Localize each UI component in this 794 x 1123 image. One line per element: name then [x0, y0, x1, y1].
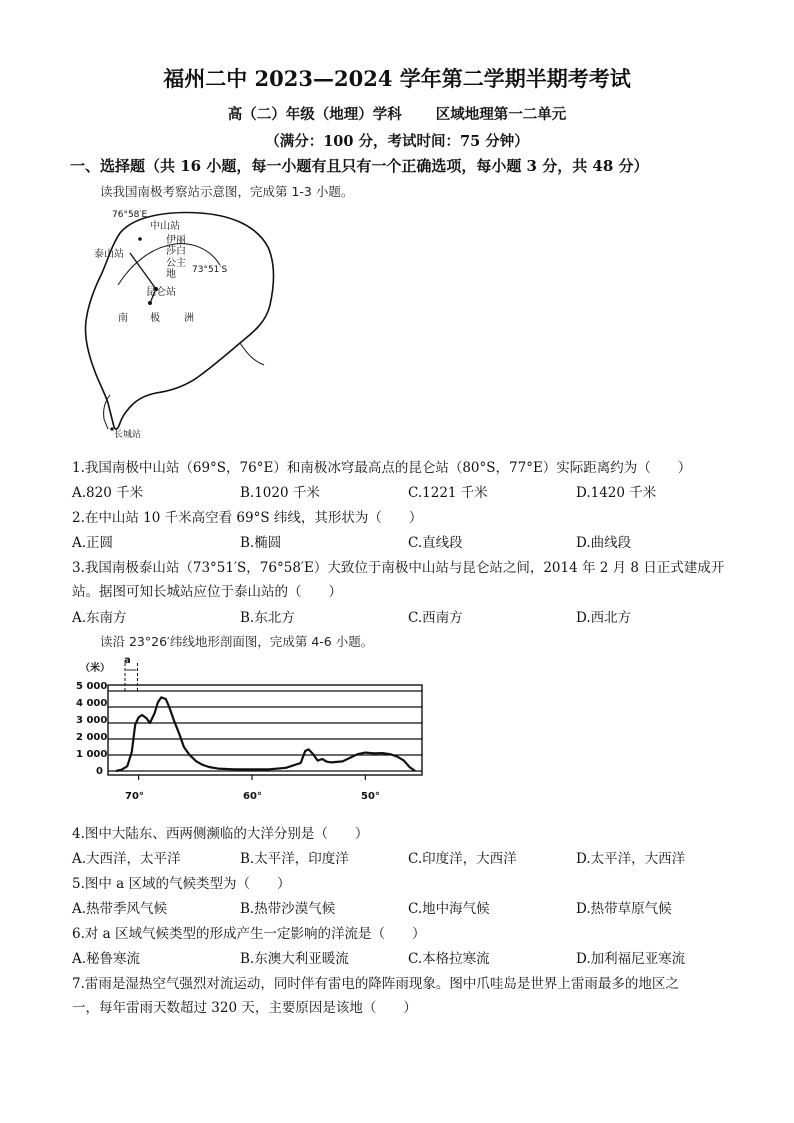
kunlun-label: 昆仑站 — [146, 287, 176, 298]
zhongshan-label: 中山站 — [150, 221, 180, 232]
profile-plot — [72, 655, 432, 810]
q4-option-c: C.印度洋，大西洋 — [408, 851, 517, 867]
q2-option-c: C.直线段 — [408, 535, 463, 551]
q6-option-d: D.加利福尼亚寒流 — [576, 951, 686, 967]
question-6-stem: 6.对 a 区域气候类型的形成产生一定影响的洋流是（ ） — [72, 926, 426, 942]
q3-option-a: A.东南方 — [72, 610, 127, 626]
ice-dome-line3: 公主 — [166, 258, 186, 269]
y-axis-unit: （米） — [80, 663, 110, 674]
unit-scope: 区域地理第一二单元 — [435, 106, 567, 123]
question-3-stem-line1: 3.我国南极泰山站（73°51′S，76°58′E）大致位于南极中山站与昆仑站之间，2014 年 2 月 8 日正式建成开 — [72, 560, 725, 576]
changcheng-label: 长城站 — [114, 430, 142, 440]
y-tick-1000: 1 000 — [76, 749, 108, 760]
lon-label: 76°58′E — [112, 210, 148, 220]
question-1-stem: 1.我国南极中山站（69°S，76°E）和南极冰穹最高点的昆仑站（80°S，77°E）实际距离约为（ ） — [72, 460, 692, 476]
q4-option-d: D.太平洋，大西洋 — [576, 851, 686, 867]
y-tick-5000: 5 000 — [76, 681, 108, 692]
q2-option-b: B.椭圆 — [240, 535, 282, 551]
q2-option-d: D.曲线段 — [576, 535, 632, 551]
continent-char-2: 极 — [150, 313, 160, 324]
question-4-stem: 4.图中大陆东、西两侧濒临的大洋分别是（ ） — [72, 826, 369, 842]
ice-dome-line1: 伊丽 — [166, 235, 186, 246]
question-7-stem-line1: 7.雷雨是湿热空气强烈对流运动，同时伴有雷电的降阵雨现象。图中爪哇岛是世界上雷雨最多的地区之 — [72, 976, 679, 992]
exam-subtitle — [0, 103, 794, 124]
q3-option-c: C.西南方 — [408, 610, 463, 626]
q4-option-b: B.太平洋，印度洋 — [240, 851, 349, 867]
q1-option-d: D.1420 千米 — [576, 485, 657, 501]
y-tick-3000: 3 000 — [76, 715, 108, 726]
antarctica-station-map — [80, 205, 280, 445]
q5-option-c: C.地中海气候 — [408, 901, 490, 917]
profile-intro: 读沿 23°26′纬线地形剖面图，完成第 4-6 小题。 — [100, 634, 374, 649]
score-time-line: （满分：100 分，考试时间：75 分钟） — [265, 133, 529, 150]
terrain-profile-chart — [72, 655, 432, 810]
q3-option-d: D.西北方 — [576, 610, 632, 626]
x-tick-70: 70° — [125, 791, 144, 802]
q5-option-d: D.热带草原气候 — [576, 901, 672, 917]
q6-option-a: A.秘鲁寒流 — [72, 951, 141, 967]
y-tick-2000: 2 000 — [76, 732, 108, 743]
map-intro: 读我国南极考察站示意图，完成第 1-3 小题。 — [100, 184, 354, 199]
region-a-label: a — [124, 655, 131, 666]
y-tick-0: 0 — [96, 766, 103, 777]
question-5-stem: 5.图中 a 区域的气候类型为（ ） — [72, 876, 291, 892]
q6-option-b: B.东澳大利亚暖流 — [240, 951, 349, 967]
question-7-stem-line2: 一，每年雷雨天数超过 320 天，主要原因是该地（ ） — [72, 1000, 417, 1016]
q2-option-a: A.正圆 — [72, 535, 114, 551]
ice-dome-line2: 莎白 — [166, 246, 186, 257]
q1-option-b: B.1020 千米 — [240, 485, 320, 501]
x-tick-50: 50° — [361, 791, 380, 802]
question-3-stem-line2: 站。据图可知长城站应位于泰山站的（ ） — [72, 584, 342, 600]
continent-char-1: 南 — [118, 313, 128, 324]
continent-char-3: 洲 — [184, 313, 194, 324]
q4-option-a: A.大西洋，太平洋 — [72, 851, 181, 867]
elevation-profile-line — [116, 697, 415, 771]
grade-subject: 高（二）年级（地理）学科 — [227, 106, 402, 123]
lat-label: 73°51′S — [192, 265, 228, 275]
q6-option-c: C.本格拉寒流 — [408, 951, 490, 967]
x-tick-60: 60° — [243, 791, 262, 802]
taishan-label: 泰山站 — [94, 249, 124, 260]
ice-dome-line4: 地 — [166, 269, 176, 280]
plot-frame — [108, 685, 422, 775]
exam-title: 福州二中 2023—2024 学年第二学期半期考考试 — [163, 66, 631, 91]
y-tick-4000: 4 000 — [76, 698, 108, 709]
q1-option-c: C.1221 千米 — [408, 485, 488, 501]
q1-option-a: A.820 千米 — [72, 485, 144, 501]
q5-option-a: A.热带季风气候 — [72, 901, 168, 917]
section-heading: 一、选择题（共 16 小题，每一小题有且只有一个正确选项，每小题 3 分，共 48 分） — [70, 157, 649, 175]
q3-option-b: B.东北方 — [240, 610, 295, 626]
q5-option-b: B.热带沙漠气候 — [240, 901, 336, 917]
question-2-stem: 2.在中山站 10 千米高空看 69°S 纬线，其形状为（ ） — [72, 510, 423, 526]
